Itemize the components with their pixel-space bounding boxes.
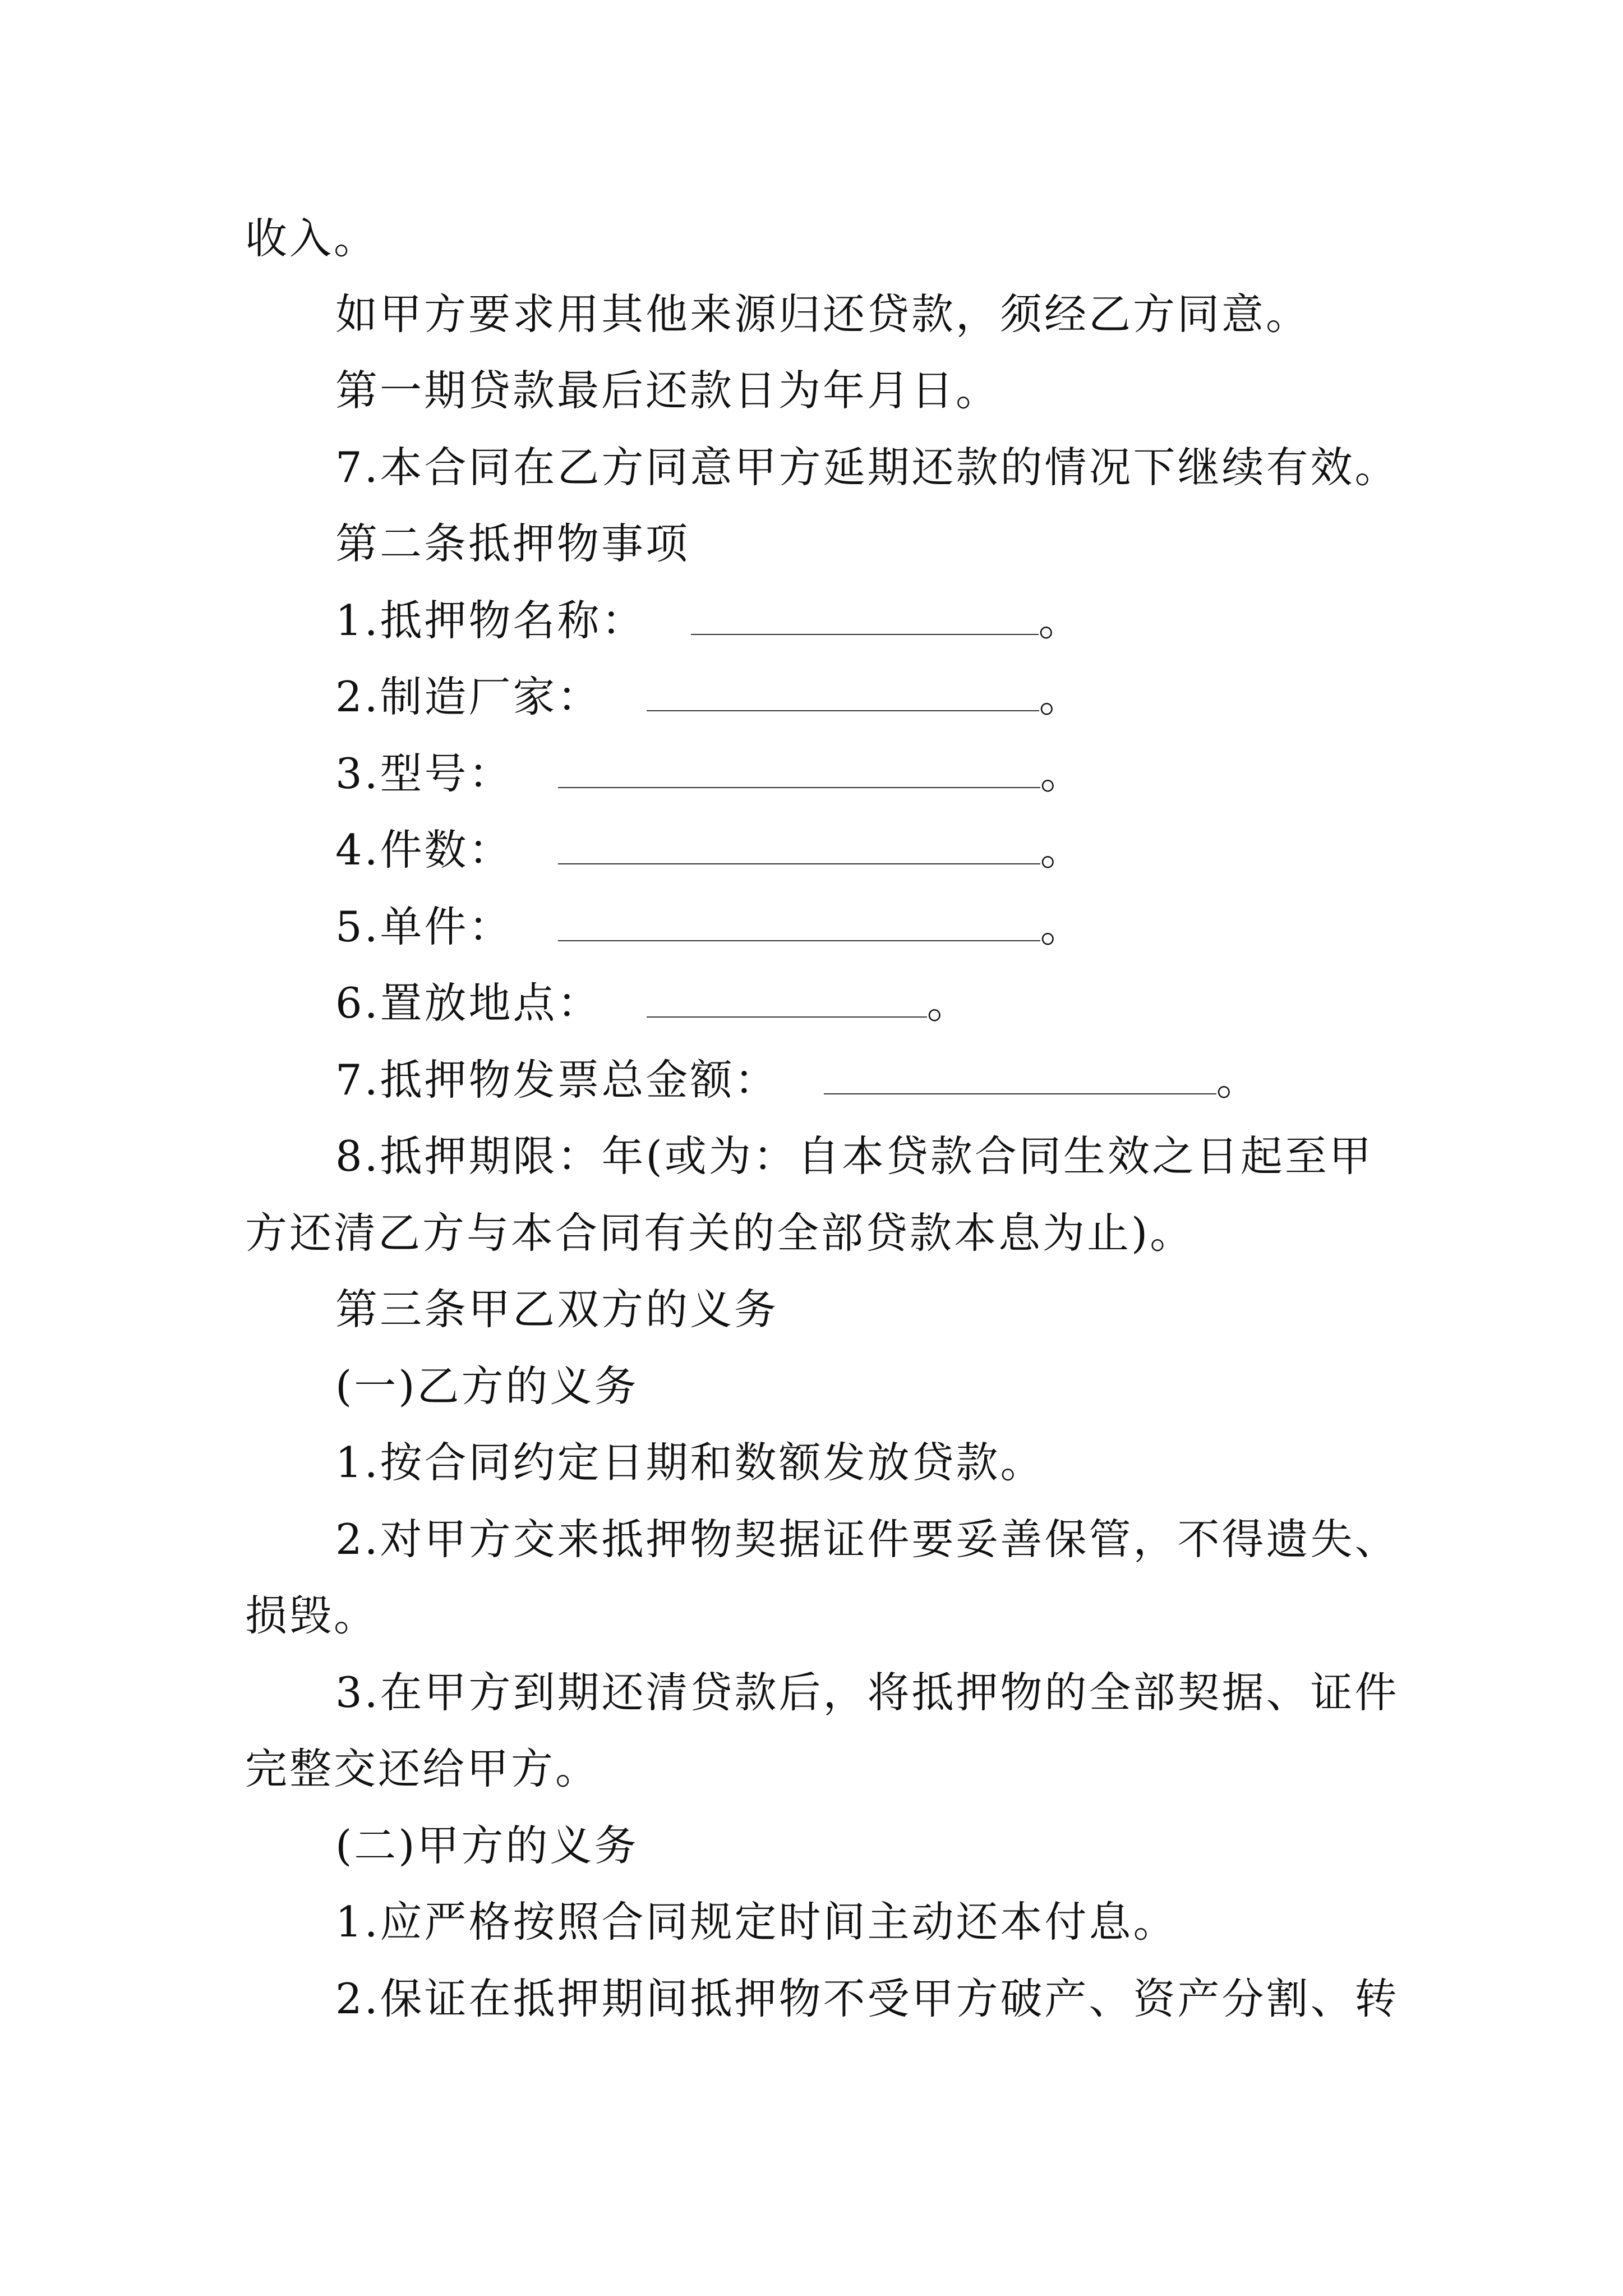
section-heading: 第二条抵押物事项 (335, 519, 690, 568)
fill-in-blank[interactable] (824, 1060, 1216, 1094)
text-line: 2.对甲方交来抵押物契据证件要妥善保管，不得遗失、 (335, 1515, 1399, 1564)
field-end: 。 (1039, 672, 1083, 721)
field-label: 3.型号： (335, 749, 513, 798)
text-line: 方还清乙方与本合同有关的全部贷款本息为止)。 (245, 1208, 1195, 1258)
text-line: 1.应严格按照合同规定时间主动还本付息。 (335, 1897, 1178, 1947)
form-field-collateral-name (335, 595, 1083, 646)
subsection-heading: (二)甲方的义务 (335, 1821, 639, 1870)
text-line: 3.在甲方到期还清贷款后，将抵押物的全部契据、证件 (335, 1668, 1399, 1717)
field-end: 。 (926, 978, 971, 1028)
text-line: 第一期贷款最后还款日为年月日。 (335, 366, 1000, 415)
field-end: 。 (1040, 749, 1085, 798)
text-line: 1.按合同约定日期和数额发放贷款。 (335, 1438, 1045, 1487)
fill-in-blank[interactable] (647, 983, 927, 1018)
form-field-model (335, 748, 1085, 799)
fill-in-blank[interactable] (647, 677, 1039, 711)
text-line: 8.抵押期限：年(或为：自本贷款合同生效之日起至甲 (335, 1131, 1373, 1181)
field-label: 6.置放地点： (335, 978, 602, 1028)
text-line: 7.本合同在乙方同意甲方延期还款的情况下继续有效。 (335, 443, 1399, 492)
fill-in-blank[interactable] (558, 753, 1040, 788)
text-line: 损毁。 (245, 1591, 379, 1640)
field-end: 。 (1040, 825, 1085, 875)
fill-in-blank[interactable] (558, 907, 1040, 941)
field-end: 。 (1216, 1055, 1261, 1105)
fill-in-blank[interactable] (558, 830, 1040, 864)
text-line: 如甲方要求用其他来源归还贷款，须经乙方同意。 (335, 289, 1311, 339)
form-field-quantity (335, 825, 1085, 875)
field-end: 。 (1038, 596, 1083, 645)
field-label: 7.抵押物发票总金额： (335, 1055, 779, 1105)
text-line: 2.保证在抵押期间抵押物不受甲方破产、资产分割、转 (335, 1974, 1399, 2023)
field-end: 。 (1040, 902, 1085, 951)
subsection-heading: (一)乙方的义务 (335, 1361, 639, 1411)
text-line: 完整交还给甲方。 (245, 1744, 600, 1793)
section-heading: 第三条甲乙双方的义务 (335, 1285, 779, 1334)
field-label: 1.抵押物名称： (335, 596, 646, 645)
text-line: 收入。 (245, 214, 379, 263)
form-field-manufacturer (335, 671, 1083, 722)
form-field-location (335, 978, 971, 1028)
field-label: 2.制造厂家： (335, 672, 602, 721)
fill-in-blank[interactable] (691, 600, 1039, 635)
form-field-invoice-amount (335, 1055, 1261, 1105)
field-label: 5.单件： (335, 902, 513, 951)
field-label: 4.件数： (335, 825, 513, 875)
form-field-unit (335, 901, 1085, 952)
